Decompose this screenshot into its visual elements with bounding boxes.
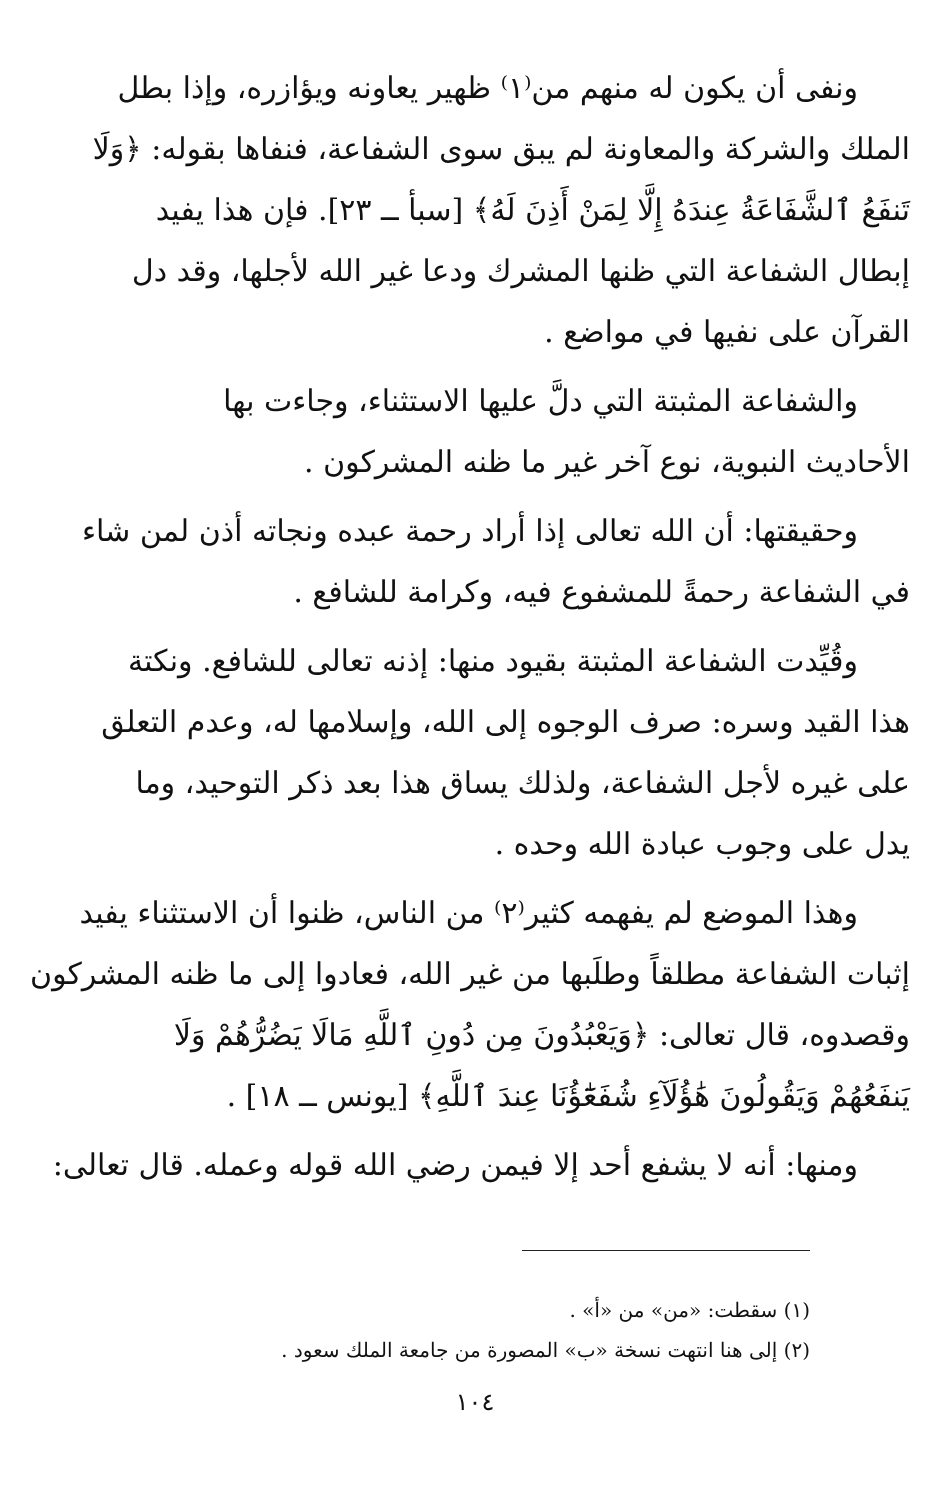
text-line: هذا القيد وسره: صرف الوجوه إلى الله، وإسلامها له، وعدم التعلق [101, 705, 910, 740]
paragraph-1 [40, 58, 910, 363]
text-line: يدل على وجوب عبادة الله وحده . [494, 827, 910, 862]
text-line: وقُيِّدت الشفاعة المثبتة بقيود منها: إذنه تعالى للشافع. ونكتة [128, 644, 858, 679]
text-line: الأحاديث النبوية، نوع آخر غير ما ظنه المشركون . [304, 445, 910, 480]
footnotes [110, 1290, 810, 1370]
text-line: إثبات الشفاعة مطلقاً وطلَبها من غير الله، فعادوا إلى ما ظنه المشركون [30, 957, 910, 992]
paragraph-3 [40, 501, 910, 623]
text-line: ونفى أن يكون له منهم من⁽١⁾ ظهير يعاونه ويؤازره، وإذا بطل [117, 71, 858, 106]
footnote-2: (٢) إلى هنا انتهت نسخة «ب» المصورة من جامعة الملك سعود . [281, 1338, 810, 1362]
text-line: وهذا الموضع لم يفهمه كثير⁽٢⁾ من الناس، ظنوا أن الاستثناء يفيد [79, 896, 858, 931]
text-line: القرآن على نفيها في مواضع . [544, 315, 910, 350]
text-line: على غيره لأجل الشفاعة، ولذلك يساق هذا بعد ذكر التوحيد، وما [135, 766, 910, 801]
text-line: في الشفاعة رحمةً للمشفوع فيه، وكرامة للشافع . [293, 575, 910, 610]
text-line: تَنفَعُ ٱلشَّفَاعَةُ عِندَهُ إِلَّا لِمَنْ أَذِنَ لَهُ﴾ [سبأ ــ ٢٣]. فإن هذا يفيد [155, 193, 910, 228]
paragraph-2 [40, 371, 910, 493]
text-line: إبطال الشفاعة التي ظنها المشرك ودعا غير الله لأجلها، وقد دل [131, 254, 910, 289]
text-line: الملك والشركة والمعاونة لم يبق سوى الشفاعة، فنفاها بقوله: ﴿وَلَا [92, 132, 910, 167]
text-line: وقصدوه، قال تعالى: ﴿وَيَعْبُدُونَ مِن دُونِ ٱللَّهِ مَالَا يَضُرُّهُمْ وَلَا [173, 1018, 910, 1053]
text-line: يَنفَعُهُمْ وَيَقُولُونَ هَٰؤُلَآءِ شُفَعَٰٓؤُنَا عِندَ ٱللَّهِ﴾ [يونس ــ ١٨] . [226, 1079, 910, 1114]
paragraph-4 [40, 631, 910, 875]
text-line: والشفاعة المثبتة التي دلَّ عليها الاستثناء، وجاءت بها [223, 384, 858, 419]
text-line: ومنها: أنه لا يشفع أحد إلا فيمن رضي الله قوله وعمله. قال تعالى: [52, 1148, 858, 1183]
main-text [30, 58, 910, 1196]
page-number: ١٠٤ [455, 1388, 495, 1416]
text-line: وحقيقتها: أن الله تعالى إذا أراد رحمة عبده ونجاته أذن لمن شاء [81, 514, 858, 549]
paragraph-5 [30, 883, 910, 1127]
footnote-1: (١) سقطت: «من» من «أ» . [569, 1298, 810, 1322]
footnote-divider [522, 1250, 810, 1251]
document-page [30, 58, 910, 1438]
paragraph-6 [40, 1135, 910, 1196]
